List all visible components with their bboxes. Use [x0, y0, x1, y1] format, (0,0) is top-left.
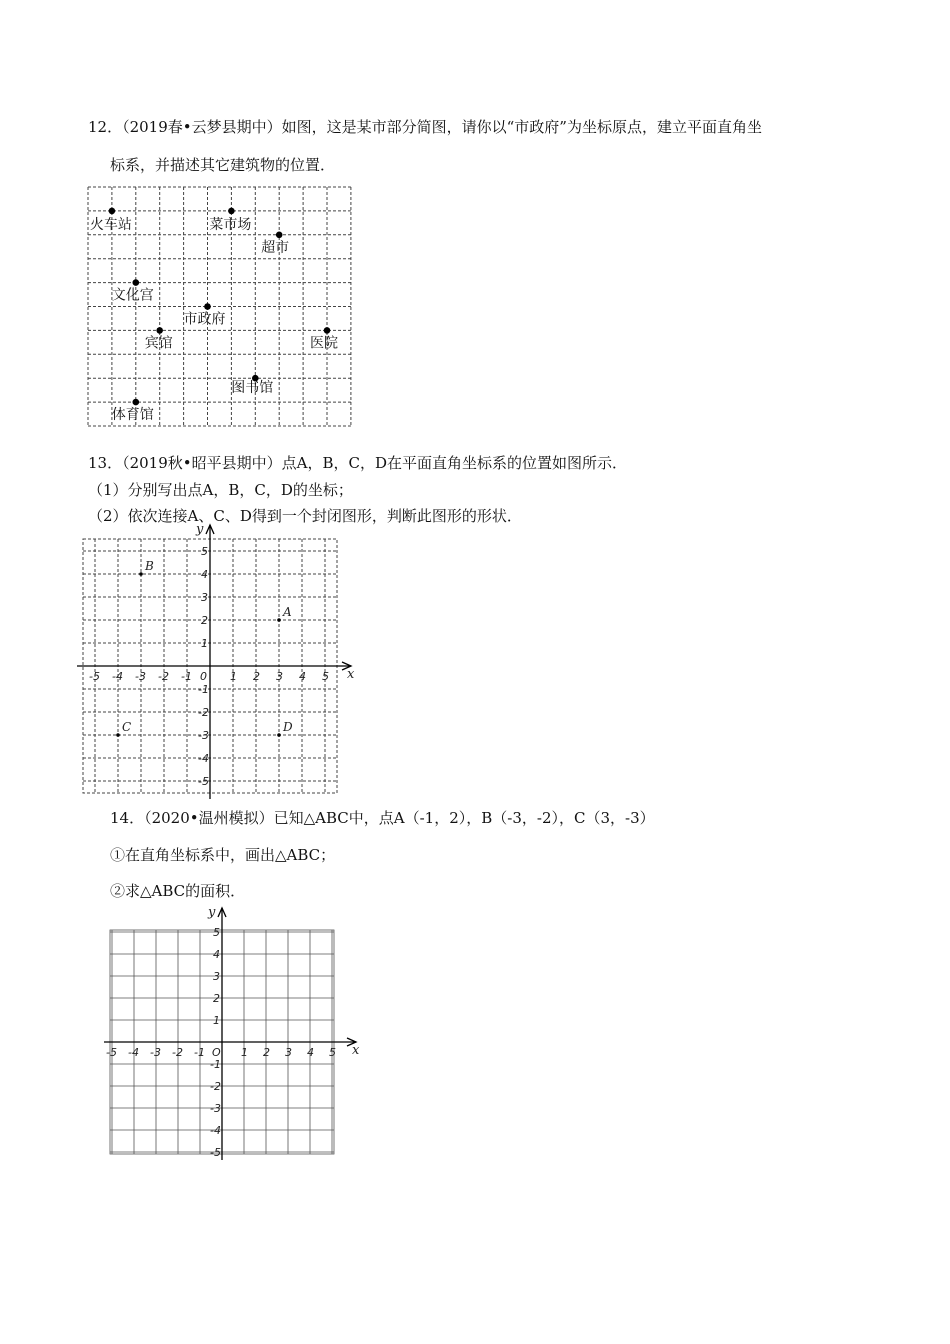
y-tick-label: -2 [210, 1080, 221, 1093]
x-tick-label: -2 [172, 1046, 183, 1059]
x-tick-label: -5 [106, 1046, 117, 1059]
q14-line2: ①在直角坐标系中，画出△ABC； [110, 846, 336, 864]
x-tick-label: 4 [307, 1046, 314, 1059]
x-tick-label: 1 [241, 1046, 248, 1059]
q12-line1: 12．（2019春•云梦县期中）如图，这是某市部分简图，请你以“市政府”为坐标原点，建立平面直角坐 [88, 118, 762, 136]
x-tick-label: 4 [299, 670, 306, 683]
y-tick-label: 1 [213, 1014, 220, 1027]
x-tick-label: 1 [230, 670, 237, 683]
y-tick-label: -5 [210, 1146, 221, 1159]
map-place-label: 宾馆 [144, 335, 173, 352]
y-tick-label: 1 [201, 637, 208, 650]
y-tick-label: -4 [198, 752, 209, 765]
point-c-label: C [122, 720, 132, 734]
point-c-dot [116, 733, 120, 737]
y-tick-label: -1 [198, 683, 209, 696]
x-tick-label: 2 [263, 1046, 270, 1059]
y-tick-label: 2 [201, 614, 208, 627]
q12-line2: 标系，并描述其它建筑物的位置． [110, 156, 336, 174]
q13-line1: 13．（2019秋•昭平县期中）点A，B，C，D在平面直角坐标系的位置如图所示． [88, 454, 627, 472]
q14-line1: 14．（2020•温州模拟）已知△ABC中，点A（-1，2），B（-3，-2），C（3，-3） [110, 809, 655, 827]
map-place-label: 图书馆 [231, 380, 274, 397]
x-tick-label: -4 [128, 1046, 139, 1059]
x-tick-label: -4 [112, 670, 123, 683]
map-place-label: 菜市场 [209, 216, 252, 233]
y-axis-label: y [208, 905, 216, 920]
x-axis-label: x [352, 1043, 360, 1058]
map-place-label: 超市 [261, 239, 290, 256]
point-b-label: B [145, 559, 154, 573]
coordinate-plane-q14 [100, 905, 362, 1163]
y-tick-label: 3 [201, 591, 208, 604]
x-tick-label: 5 [322, 670, 329, 683]
y-tick-label: 3 [213, 970, 220, 983]
y-tick-label: -3 [198, 729, 209, 742]
q14-line3: ②求△ABC的面积． [110, 882, 246, 900]
y-tick-label: -2 [198, 706, 209, 719]
x-tick-label: 2 [253, 670, 260, 683]
y-tick-label: -1 [210, 1058, 221, 1071]
map-place-dot [133, 399, 140, 406]
origin-label: O [212, 1046, 221, 1059]
y-tick-label: -4 [210, 1124, 221, 1137]
point-d-dot [277, 733, 281, 737]
x-tick-label: -1 [194, 1046, 205, 1059]
x-tick-label: -2 [158, 670, 169, 683]
map-place-label: 体育馆 [111, 407, 154, 424]
origin-label: 0 [200, 670, 207, 683]
y-axis-label: y [196, 522, 204, 537]
y-tick-label: 4 [213, 948, 220, 961]
x-tick-label: 5 [329, 1046, 336, 1059]
q13-line2: （1）分别写出点A，B，C，D的坐标； [88, 481, 353, 499]
map-place-dot [133, 279, 140, 286]
map-place-dot [276, 232, 283, 239]
city-map-figure [86, 185, 354, 429]
x-axis-label: x [347, 667, 355, 682]
map-place-label: 医院 [310, 335, 338, 352]
point-a-dot [277, 618, 281, 622]
y-tick-label: 4 [201, 568, 208, 581]
y-tick-label: 5 [213, 926, 220, 939]
map-place-dot [109, 208, 116, 215]
map-place-dot [324, 327, 331, 334]
map-place-label: 市政府 [183, 311, 226, 328]
x-tick-label: -5 [89, 670, 100, 683]
point-a-label: A [283, 605, 292, 619]
x-tick-label: -3 [135, 670, 146, 683]
x-tick-label: 3 [285, 1046, 292, 1059]
q13-line3: （2）依次连接A、C、D得到一个封闭图形，判断此图形的形状． [88, 507, 522, 525]
map-place-dot [228, 208, 235, 215]
y-tick-label: -5 [198, 775, 209, 788]
point-d-label: D [283, 720, 293, 734]
map-place-label: 文化宫 [111, 287, 154, 304]
map-place-dot [204, 303, 211, 310]
coordinate-plane-q13 [88, 522, 368, 794]
y-tick-label: 5 [201, 545, 208, 558]
point-b-dot [139, 572, 143, 576]
x-tick-label: 3 [276, 670, 283, 683]
y-tick-label: 2 [213, 992, 220, 1005]
y-tick-label: -3 [210, 1102, 221, 1115]
x-tick-label: -1 [181, 670, 192, 683]
map-place-dot [156, 327, 163, 334]
map-place-label: 火车站 [89, 216, 132, 233]
x-tick-label: -3 [150, 1046, 161, 1059]
